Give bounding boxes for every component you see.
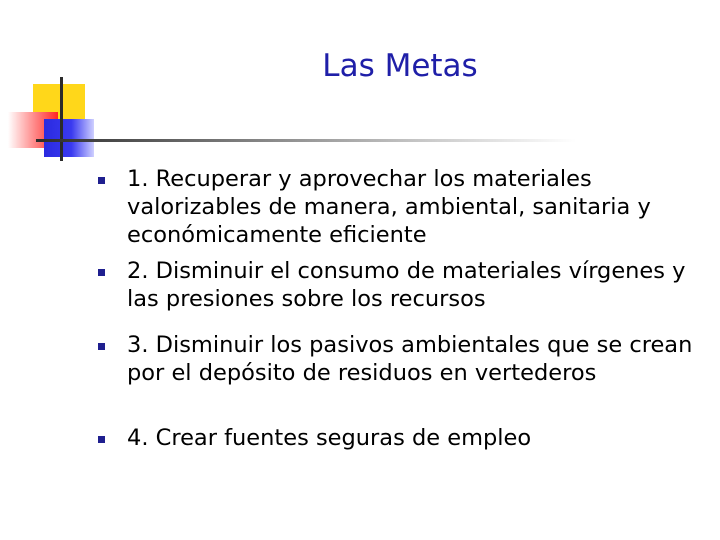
bullet-marker-icon [98,269,105,276]
title-underline-rule [36,139,576,142]
decorative-logo [0,0,100,170]
bullet-marker-icon [98,177,105,184]
bullet-marker-icon [98,343,105,350]
bullet-item: 3. Disminuir los pasivos ambientales que se crean por el depósito de residuos en vertederos [127,332,693,386]
blue-square-decoration [44,119,94,157]
bullet-marker-icon [98,436,105,443]
bullet-item: 2. Disminuir el consumo de materiales vírgenes y las presiones sobre los recursos [127,258,686,312]
bullet-item: 4. Crear fuentes seguras de empleo [127,425,532,451]
slide-title: Las Metas [322,48,478,84]
bullet-item: 1. Recuperar y aprovechar los materiales valorizables de manera, ambiental, sanitaria y económicamente eficiente [127,166,651,248]
vertical-rule [60,77,63,161]
